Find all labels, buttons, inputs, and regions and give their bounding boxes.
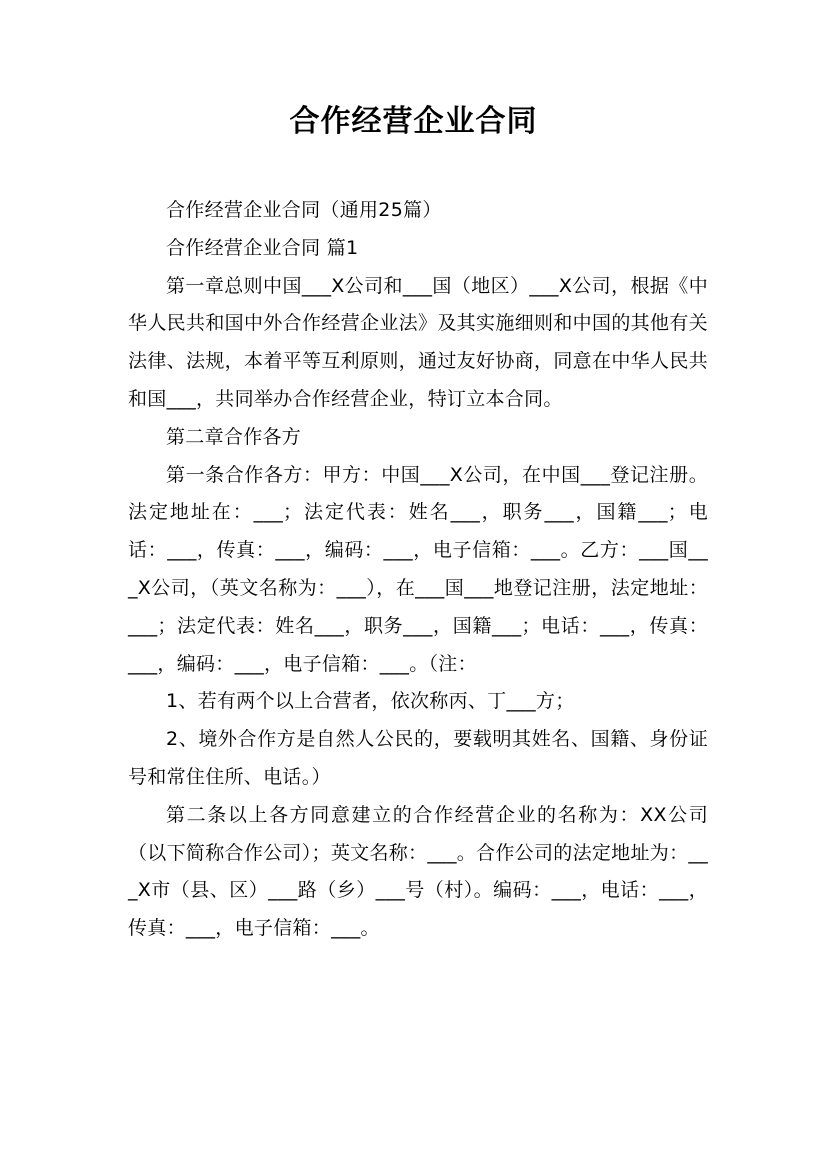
paragraph-subtitle: 合作经营企业合同（通用25篇） (166, 199, 442, 221)
paragraph-note-one: 1、若有两个以上合营者，依次称丙、丁___方； (166, 690, 575, 713)
document-title: 合作经营企业合同 (289, 104, 538, 139)
paragraph-article-two: 第二条以上各方同意建立的合作经营企业的名称为：XX公司（以下简称合作公司）；英文名称：___。合作公司的法定地址为：___X市（县、区）___路（乡）___号（村）。编码：___，电话：___，传真：___，电子信箱：___。 (128, 803, 708, 940)
document-body (128, 192, 708, 948)
paragraph-section-heading: 合作经营企业合同 篇1 (166, 236, 359, 259)
paragraph-note-two: 2、境外合作方是自然人公民的，要载明其姓名、国籍、身份证号和常住住所、电话。） (128, 728, 708, 788)
paragraph-chapter-one: 第一章总则中国___X公司和___国（地区）___X公司，根据《中华人民共和国中外合作经营企业法》及其实施细则和中国的其他有关法律、法规，本着平等互利原则，通过友好协商，同意在中华人民共和国___，共同举办合作经营企业，特订立本合同。 (128, 274, 708, 410)
paragraph-article-one: 第一条合作各方：甲方：中国___X公司，在中国___登记注册。法定地址在：___；法定代表：姓名___，职务___，国籍___；电话：___，传真：___，编码：___，电子信箱：___。乙方：___国___X公司，（英文名称为：___），在___国___地登记注册，法定地址：___；法定代表：姓名___，职务___，国籍___；电话：___，传真：___，编码：___，电子信箱：___。（注： (128, 463, 708, 675)
paragraph-chapter-two-heading: 第二章合作各方 (166, 425, 302, 448)
